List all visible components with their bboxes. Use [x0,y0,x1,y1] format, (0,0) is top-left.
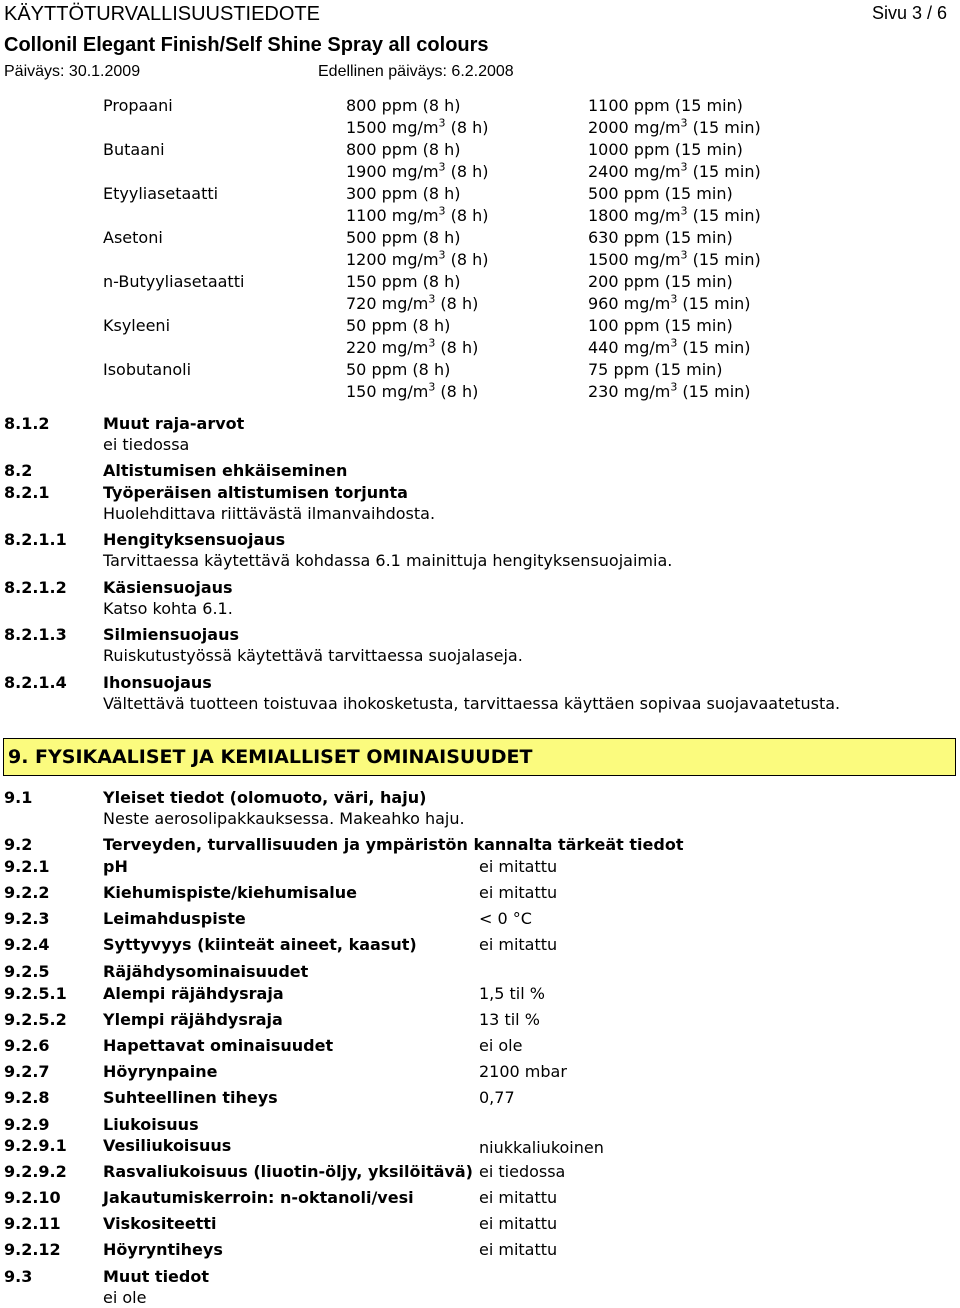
stel-mg [588,294,751,314]
property-number: 9.2.5.1 [4,984,67,1003]
property-value: 0,77 [479,1088,515,1107]
subsection-number: 8.2.1.3 [4,625,67,644]
property-number: 9.2.10 [4,1188,61,1207]
property-label: Syttyvyys (kiinteät aineet, kaasut) [103,935,417,954]
unit: (15 min) [687,250,761,269]
property-label: Alempi räjähdysraja [103,984,284,1003]
property-number: 9.2.9.1 [4,1136,67,1155]
subsection-text: Huolehdittava riittävästä ilmanvaihdosta. [103,504,436,523]
superscript: 3 [438,248,446,262]
subsection-title: Käsiensuojaus [103,578,233,597]
property-number: 9.2.5 [4,962,50,981]
stel-mg [588,206,761,226]
substance-name: Isobutanoli [103,360,192,379]
superscript: 3 [670,380,678,394]
substance-name: n-Butyyliasetaatti [103,272,245,291]
property-label: Liukoisuus [103,1115,199,1134]
unit: (15 min) [687,162,761,181]
twa-ppm: 500 ppm (8 h) [346,228,461,247]
property-value: ei mitattu [479,1214,558,1233]
value: 1900 mg/m [346,162,439,181]
substance-name: Propaani [103,96,173,115]
property-label: Suhteellinen tiheys [103,1088,278,1107]
subsection-number: 8.2.1.2 [4,578,67,597]
twa-ppm: 800 ppm (8 h) [346,140,461,159]
unit: (8 h) [435,382,479,401]
superscript: 3 [680,116,688,130]
section-9-header [3,738,956,776]
subsection-title: Yleiset tiedot (olomuoto, väri, haju) [103,788,427,807]
property-value: ei tiedossa [479,1162,566,1181]
subsection-text: Ruiskutustyössä käytettävä tarvittaessa suojalaseja. [103,646,523,665]
property-label: Vesiliukoisuus [103,1136,232,1155]
property-value: ei mitattu [479,857,558,876]
stel-mg [588,382,751,402]
property-label: Räjähdysominaisuudet [103,962,309,981]
value: 960 mg/m [588,294,671,313]
twa-ppm: 800 ppm (8 h) [346,96,461,115]
property-value: ei mitattu [479,883,558,902]
property-label: Viskositeetti [103,1214,217,1233]
substance-name: Asetoni [103,228,163,247]
subsection-number: 8.2.1.4 [4,673,67,692]
unit: (8 h) [445,250,489,269]
property-number: 9.2.2 [4,883,50,902]
superscript: 3 [428,336,436,350]
property-number: 9.2.9 [4,1115,50,1134]
subsection-text: Vältettävä tuotteen toistuvaa ihokosketusta, tarvittaessa käyttäen sopivaa suojavaatetusta. [103,694,841,713]
value: 440 mg/m [588,338,671,357]
superscript: 3 [680,160,688,174]
property-value: ei ole [479,1036,523,1055]
stel-ppm: 200 ppm (15 min) [588,272,733,291]
subsection-number: 8.1.2 [4,414,50,433]
property-label: Hapettavat ominaisuudet [103,1036,334,1055]
stel-mg [588,162,761,182]
stel-ppm: 500 ppm (15 min) [588,184,733,203]
stel-ppm: 100 ppm (15 min) [588,316,733,335]
property-number: 9.2.4 [4,935,50,954]
subsection-title: Silmiensuojaus [103,625,239,644]
issue-date: Päiväys: 30.1.2009 [4,63,141,80]
twa-ppm: 50 ppm (8 h) [346,360,451,379]
property-label: Rasvaliukoisuus (liuotin-öljy, yksilöitävä) [103,1162,473,1181]
product-name: Collonil Elegant Finish/Self Shine Spray all colours [4,34,489,56]
subsection-number: 9.3 [4,1267,33,1286]
property-label: Ylempi räjähdysraja [103,1010,283,1029]
previous-issue-date: Edellinen päiväys: 6.2.2008 [318,63,514,80]
subsection-text: ei ole [103,1288,147,1307]
subsection-title: Muut tiedot [103,1267,209,1286]
property-value: 13 til % [479,1010,540,1029]
property-value: 2100 mbar [479,1062,567,1081]
stel-ppm: 630 ppm (15 min) [588,228,733,247]
value: 2400 mg/m [588,162,681,181]
unit: (8 h) [445,118,489,137]
subsection-text: Katso kohta 6.1. [103,599,233,618]
superscript: 3 [428,292,436,306]
unit: (15 min) [687,206,761,225]
superscript: 3 [680,204,688,218]
value: 1500 mg/m [346,118,439,137]
subsection-title: Ihonsuojaus [103,673,212,692]
subsection-number: 9.1 [4,788,33,807]
twa-mg [346,382,478,402]
property-label: Kiehumispiste/kiehumisalue [103,883,357,902]
property-label: pH [103,857,128,876]
property-number: 9.2.11 [4,1214,61,1233]
stel-ppm: 75 ppm (15 min) [588,360,723,379]
stel-mg [588,250,761,270]
unit: (8 h) [435,338,479,357]
value: 230 mg/m [588,382,671,401]
property-label: Leimahduspiste [103,909,246,928]
unit: (15 min) [677,338,751,357]
subsection-title: Muut raja-arvot [103,414,245,433]
property-value: < 0 °C [479,909,532,928]
value: 1800 mg/m [588,206,681,225]
property-label: Höyrynpaine [103,1062,218,1081]
twa-ppm: 300 ppm (8 h) [346,184,461,203]
value: 720 mg/m [346,294,429,313]
superscript: 3 [680,248,688,262]
property-number: 9.2.12 [4,1240,61,1259]
subsection-text: Tarvittaessa käytettävä kohdassa 6.1 mainittuja hengityksensuojaimia. [103,551,673,570]
twa-mg [346,118,489,138]
value: 1100 mg/m [346,206,439,225]
subsection-title: Terveyden, turvallisuuden ja ympäristön kannalta tärkeät tiedot [103,835,684,854]
superscript: 3 [438,160,446,174]
property-value: niukkaliukoinen [479,1138,604,1157]
property-label: Höyryntiheys [103,1240,223,1259]
document-title: KÄYTTÖTURVALLISUUSTIEDOTE [4,3,320,25]
value: 220 mg/m [346,338,429,357]
subsection-title: Työperäisen altistumisen torjunta [103,483,408,502]
value: 2000 mg/m [588,118,681,137]
subsection-number: 8.2.1.1 [4,530,67,549]
superscript: 3 [438,204,446,218]
unit: (8 h) [435,294,479,313]
stel-mg [588,118,761,138]
twa-ppm: 50 ppm (8 h) [346,316,451,335]
property-value: ei mitattu [479,1188,558,1207]
subsection-number: 8.2 [4,461,33,480]
stel-mg [588,338,751,358]
twa-mg [346,162,489,182]
value: 150 mg/m [346,382,429,401]
property-number: 9.2.6 [4,1036,50,1055]
substance-name: Etyyliasetaatti [103,184,219,203]
property-value: ei mitattu [479,1240,558,1259]
subsection-title: Hengityksensuojaus [103,530,286,549]
subsection-text: Neste aerosolipakkauksessa. Makeahko haju. [103,809,465,828]
value: 1200 mg/m [346,250,439,269]
twa-mg [346,206,489,226]
page-number: Sivu 3 / 6 [872,3,948,23]
superscript: 3 [438,116,446,130]
twa-mg [346,338,478,358]
unit: (8 h) [445,206,489,225]
property-number: 9.2.5.2 [4,1010,67,1029]
property-value: ei mitattu [479,935,558,954]
substance-name: Ksyleeni [103,316,171,335]
subsection-title: Altistumisen ehkäiseminen [103,461,348,480]
superscript: 3 [670,336,678,350]
property-number: 9.2.1 [4,857,50,876]
unit: (15 min) [677,382,751,401]
superscript: 3 [428,380,436,394]
unit: (8 h) [445,162,489,181]
property-number: 9.2.3 [4,909,50,928]
stel-ppm: 1100 ppm (15 min) [588,96,743,115]
twa-mg [346,250,489,270]
section-9-title: 9. FYSIKAALISET JA KEMIALLISET OMINAISUUDET [8,746,533,768]
stel-ppm: 1000 ppm (15 min) [588,140,743,159]
property-number: 9.2.9.2 [4,1162,67,1181]
property-number: 9.2.8 [4,1088,50,1107]
unit: (15 min) [687,118,761,137]
value: 1500 mg/m [588,250,681,269]
property-label: Jakautumiskerroin: n-oktanoli/vesi [103,1188,414,1207]
unit: (15 min) [677,294,751,313]
superscript: 3 [670,292,678,306]
property-value: 1,5 til % [479,984,545,1003]
subsection-number: 8.2.1 [4,483,50,502]
twa-ppm: 150 ppm (8 h) [346,272,461,291]
property-number: 9.2.7 [4,1062,50,1081]
substance-name: Butaani [103,140,165,159]
subsection-text: ei tiedossa [103,435,190,454]
twa-mg [346,294,478,314]
subsection-number: 9.2 [4,835,33,854]
